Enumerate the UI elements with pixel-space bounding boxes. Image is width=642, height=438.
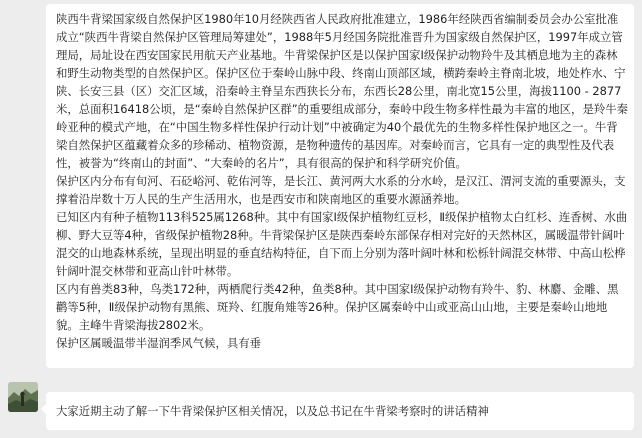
message-paragraph: 已知区内有种子植物113科525属1268种。其中有国家Ⅰ级保护植物红豆杉，Ⅱ级保护植物太白红杉、连香树、水曲柳、野大豆等4种，省级保护植物28种。牛背梁保护区是陕西秦岭东部保存相对完好的天然林区，属暖温带针阔叶混交的山地森林系统，呈现出明显的垂直结构特征，自下而上分别为落叶阔叶林和松栎针阔混交林带、中高山松桦针阔叶混交林带和亚高山针叶林带。	[56, 210, 628, 278]
message-paragraph: 区内有兽类83种，鸟类172种，两栖爬行类42种，鱼类8种。其中国家Ⅰ级保护动物有羚牛、豹、林麝、金雕、黑鹳等5种，Ⅱ级保护动物有黑熊、斑羚、红腹角雉等26种。保护区属秦岭中山或亚高山山地，主要是秦岭山地地貌。主峰牛背梁海拔2802米。	[56, 282, 619, 332]
message-bubble[interactable]	[46, 4, 634, 368]
message-paragraph: 保护区属暖温带半湿润季风气候，具有垂	[56, 336, 262, 350]
avatar-image-icon	[8, 382, 38, 412]
message-paragraph: 陕西牛背梁国家级自然保护区1980年10月经陕西省人民政府批准建立，1986年经陕西省编制委员会办公室批准成立“陕西牛背梁自然保护区管理局筹建处”，1988年5月经国务院批准晋升为国家级自然保护区，1997年成立管理局，局址设在西安国家民用航天产业基地。牛背梁保护区是以保护国家Ⅰ级保护动物羚牛及其栖息地为主的森林和野生动物类型的自然保护区。保护区位于秦岭山脉中段、终南山顶部区域，横跨秦岭主脊南北坡，地处柞水、宁陕、长安三县（区）交汇区域，沿秦岭主脊呈东西狭长分布，东西长28公里，南北宽15公里，海拔1100 - 2877米，总面积16418公顷，是“秦岭自然保护区群”的重要组成部分，秦岭中段生物多样性最为丰富的地区，是羚牛秦岭亚种的模式产地，在“中国生物多样性保护行动计划”中被确定为40个最优先的生物多样性保护地区之一。牛背梁自然保护区蕴藏着众多的珍稀动、植物资源，是物种遗传的基因库。对秦岭而言，它具有一定的典型性及代表性，被誉为“终南山的封面”、“大秦岭的名片”，具有很高的保护和科学研究价值。	[56, 12, 629, 170]
message-row	[0, 382, 642, 438]
message-paragraph: 保护区内分布有旬河、石砭峪河、乾佑河等，是长江、黄河两大水系的分水岭，是汉江、渭河支流的重要源头，支撑着沿岸数十万人民的生产生活用水，也是西安市和陕南地区的重要水源涵养地。	[56, 174, 626, 206]
avatar[interactable]	[8, 382, 38, 412]
message-bubble[interactable]: 大家近期主动了解一下牛背梁保护区相关情况，以及总书记在牛背梁考察时的讲话精神	[46, 392, 634, 430]
